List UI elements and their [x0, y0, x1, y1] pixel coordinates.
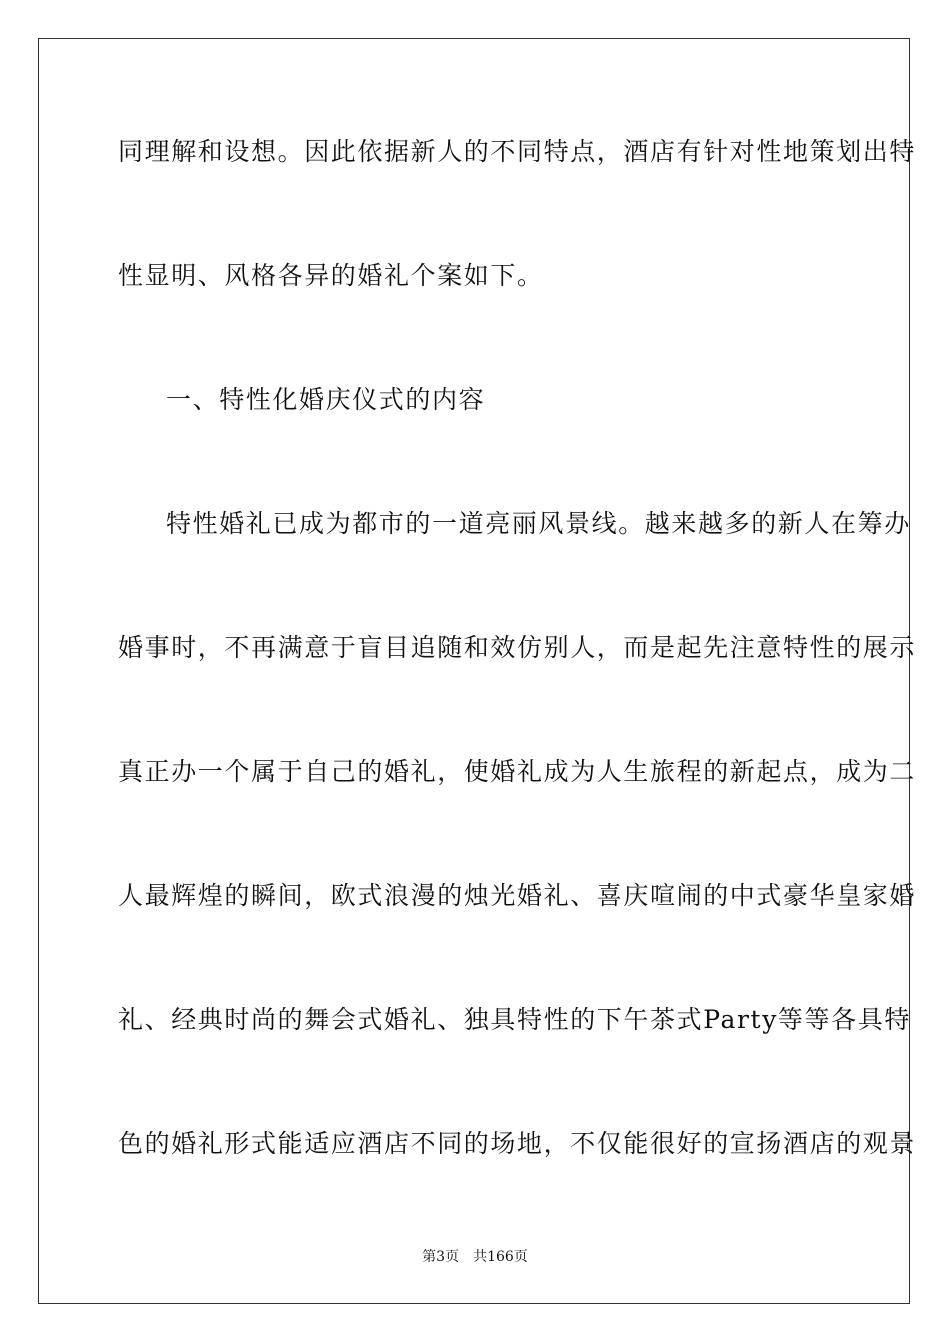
text-line: 特性婚礼已成为都市的一道亮丽风景线。越来越多的新人在筹办 [166, 509, 911, 538]
text-line: 真正办一个属于自己的婚礼，使婚礼成为人生旅程的新起点，成为二 [118, 757, 917, 786]
section-heading: 一、特性化婚庆仪式的内容 [166, 385, 486, 414]
page-total: 共166页 [473, 1249, 528, 1265]
page-footer [0, 1248, 950, 1266]
text-line: 人最辉煌的瞬间，欧式浪漫的烛光婚礼、喜庆喧闹的中式豪华皇家婚 [118, 881, 917, 910]
text-line: 礼、经典时尚的舞会式婚礼、独具特性的下午茶式Party等等各具特 [118, 1005, 911, 1034]
page-number: 第3页 [422, 1249, 460, 1265]
text-line: 性显明、风格各异的婚礼个案如下。 [118, 261, 544, 290]
text-line: 婚事时，不再满意于盲目追随和效仿别人，而是起先注意特性的展示 [118, 633, 917, 662]
page-border [38, 38, 917, 1304]
text-line: 同理解和设想。因此依据新人的不同特点，酒店有针对性地策划出特 [118, 137, 917, 166]
text-line: 色的婚礼形式能适应酒店不同的场地，不仅能很好的宣扬酒店的观景 [118, 1129, 917, 1158]
